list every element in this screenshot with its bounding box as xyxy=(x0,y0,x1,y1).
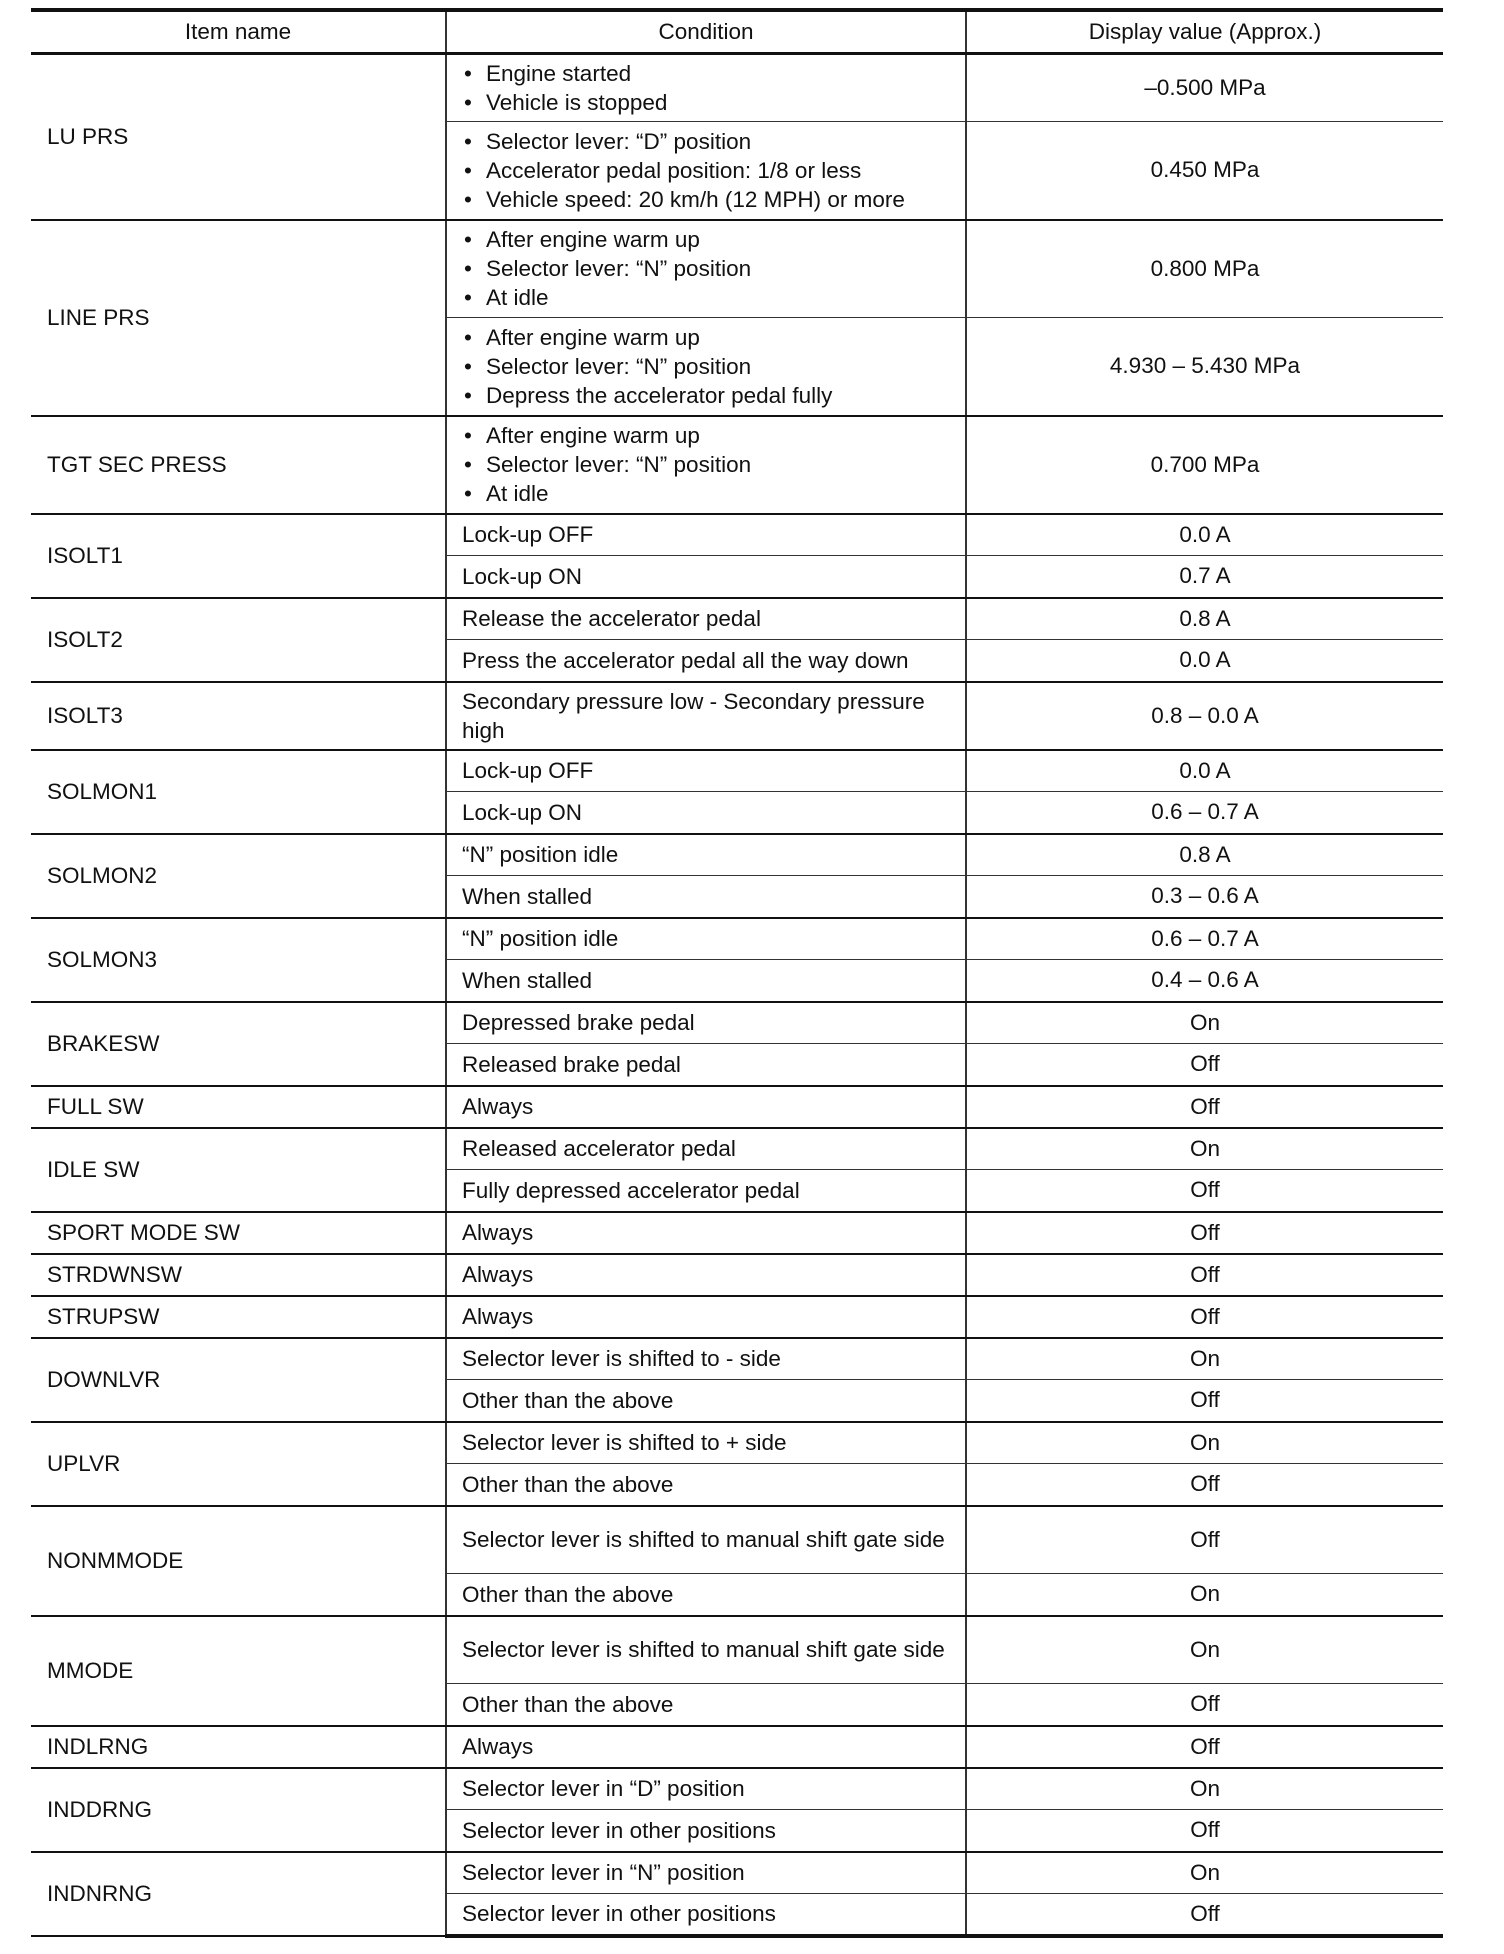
condition-cell: Lock-up ON xyxy=(446,792,966,834)
table-row xyxy=(31,54,1443,122)
condition-cell: Always xyxy=(446,1212,966,1254)
item-name-cell: SOLMON2 xyxy=(31,834,446,918)
spec-table-container xyxy=(31,8,1443,1938)
table-row xyxy=(31,1002,1443,1044)
condition-list xyxy=(462,225,957,312)
item-name-cell: STRDWNSW xyxy=(31,1254,446,1296)
condition-cell xyxy=(446,318,966,416)
table-row xyxy=(31,1296,1443,1338)
item-name-cell: UPLVR xyxy=(31,1422,446,1506)
display-value-cell: On xyxy=(966,1338,1443,1380)
condition-cell: Fully depressed accelerator pedal xyxy=(446,1170,966,1212)
condition-cell xyxy=(446,122,966,220)
item-name-cell: SOLMON1 xyxy=(31,750,446,834)
display-value-cell: 0.8 A xyxy=(966,598,1443,640)
condition-bullet: • After engine warm up xyxy=(462,323,957,352)
display-value-cell: Off xyxy=(966,1464,1443,1506)
condition-list xyxy=(462,421,957,508)
condition-cell: Always xyxy=(446,1254,966,1296)
condition-cell: Release the accelerator pedal xyxy=(446,598,966,640)
condition-cell: Press the accelerator pedal all the way down xyxy=(446,640,966,682)
condition-bullet: • Accelerator pedal position: 1/8 or less xyxy=(462,156,957,185)
condition-bullet: • Selector lever: “N” position xyxy=(462,352,957,381)
display-value-cell: 0.6 – 0.7 A xyxy=(966,792,1443,834)
condition-bullet: • After engine warm up xyxy=(462,421,957,450)
condition-bullet: • At idle xyxy=(462,283,957,312)
table-header-row xyxy=(31,10,1443,54)
item-name-cell: SPORT MODE SW xyxy=(31,1212,446,1254)
item-name-cell: NONMMODE xyxy=(31,1506,446,1616)
display-value-cell: 0.0 A xyxy=(966,750,1443,792)
table-row xyxy=(31,834,1443,876)
table-row xyxy=(31,1212,1443,1254)
table-row xyxy=(31,682,1443,750)
condition-cell: Lock-up OFF xyxy=(446,750,966,792)
condition-cell: Always xyxy=(446,1726,966,1768)
item-name-cell: STRUPSW xyxy=(31,1296,446,1338)
condition-cell: Selector lever is shifted to manual shift gate side xyxy=(446,1506,966,1574)
display-value-cell: Off xyxy=(966,1894,1443,1936)
display-value-cell: 0.0 A xyxy=(966,640,1443,682)
display-value-cell: 0.6 – 0.7 A xyxy=(966,918,1443,960)
display-value-cell: On xyxy=(966,1128,1443,1170)
table-row xyxy=(31,1616,1443,1684)
condition-cell: Selector lever is shifted to - side xyxy=(446,1338,966,1380)
condition-cell: Always xyxy=(446,1296,966,1338)
display-value-cell: 0.0 A xyxy=(966,514,1443,556)
table-row xyxy=(31,220,1443,318)
condition-cell: Other than the above xyxy=(446,1380,966,1422)
item-name-cell: IDLE SW xyxy=(31,1128,446,1212)
table-row xyxy=(31,598,1443,640)
display-value-cell: Off xyxy=(966,1254,1443,1296)
display-value-cell: On xyxy=(966,1852,1443,1894)
display-value-cell: Off xyxy=(966,1044,1443,1086)
table-row xyxy=(31,1506,1443,1574)
display-value-cell: 0.4 – 0.6 A xyxy=(966,960,1443,1002)
display-value-cell: Off xyxy=(966,1684,1443,1726)
condition-cell xyxy=(446,220,966,318)
item-name-cell: ISOLT1 xyxy=(31,514,446,598)
display-value-cell: On xyxy=(966,1422,1443,1464)
table-row xyxy=(31,750,1443,792)
condition-bullet: • Selector lever: “N” position xyxy=(462,254,957,283)
table-row xyxy=(31,918,1443,960)
condition-bullet: • Vehicle speed: 20 km/h (12 MPH) or more xyxy=(462,185,957,214)
item-name-cell: FULL SW xyxy=(31,1086,446,1128)
condition-bullet: • Engine started xyxy=(462,59,957,88)
item-name-cell: SOLMON3 xyxy=(31,918,446,1002)
display-value-table xyxy=(31,8,1443,1938)
display-value-cell: On xyxy=(966,1768,1443,1810)
condition-bullet: • Selector lever: “N” position xyxy=(462,450,957,479)
condition-bullet: • At idle xyxy=(462,479,957,508)
header-display-value: Display value (Approx.) xyxy=(966,10,1443,54)
condition-list xyxy=(462,127,957,214)
item-name-cell: ISOLT2 xyxy=(31,598,446,682)
item-name-cell: BRAKESW xyxy=(31,1002,446,1086)
header-condition: Condition xyxy=(446,10,966,54)
condition-cell: Depressed brake pedal xyxy=(446,1002,966,1044)
table-row xyxy=(31,514,1443,556)
display-value-cell: 4.930 – 5.430 MPa xyxy=(966,318,1443,416)
condition-cell xyxy=(446,416,966,514)
condition-cell: Lock-up ON xyxy=(446,556,966,598)
condition-cell: Selector lever in other positions xyxy=(446,1894,966,1936)
display-value-cell: 0.800 MPa xyxy=(966,220,1443,318)
condition-list xyxy=(462,59,957,117)
condition-cell: When stalled xyxy=(446,960,966,1002)
table-body xyxy=(31,54,1443,1936)
condition-cell: “N” position idle xyxy=(446,918,966,960)
condition-cell: Released brake pedal xyxy=(446,1044,966,1086)
condition-cell: Selector lever is shifted to manual shift gate side xyxy=(446,1616,966,1684)
item-name-cell: LINE PRS xyxy=(31,220,446,416)
item-name-cell: DOWNLVR xyxy=(31,1338,446,1422)
condition-cell: Other than the above xyxy=(446,1464,966,1506)
display-value-cell: 0.8 – 0.0 A xyxy=(966,682,1443,750)
item-name-cell: INDNRNG xyxy=(31,1852,446,1936)
display-value-cell: –0.500 MPa xyxy=(966,54,1443,122)
condition-cell: “N” position idle xyxy=(446,834,966,876)
display-value-cell: 0.3 – 0.6 A xyxy=(966,876,1443,918)
condition-cell: Selector lever is shifted to + side xyxy=(446,1422,966,1464)
table-row xyxy=(31,416,1443,514)
item-name-cell: LU PRS xyxy=(31,54,446,220)
condition-bullet: • After engine warm up xyxy=(462,225,957,254)
condition-bullet: • Selector lever: “D” position xyxy=(462,127,957,156)
display-value-cell: 0.450 MPa xyxy=(966,122,1443,220)
display-value-cell: On xyxy=(966,1616,1443,1684)
header-item-name: Item name xyxy=(31,10,446,54)
condition-cell xyxy=(446,54,966,122)
table-row xyxy=(31,1128,1443,1170)
condition-cell: Other than the above xyxy=(446,1574,966,1616)
table-row xyxy=(31,1768,1443,1810)
condition-cell: Always xyxy=(446,1086,966,1128)
item-name-cell: INDDRNG xyxy=(31,1768,446,1852)
condition-cell: Secondary pressure low - Secondary pressure high xyxy=(446,682,966,750)
item-name-cell: MMODE xyxy=(31,1616,446,1726)
display-value-cell: Off xyxy=(966,1810,1443,1852)
condition-cell: Lock-up OFF xyxy=(446,514,966,556)
condition-list xyxy=(462,323,957,410)
display-value-cell: Off xyxy=(966,1212,1443,1254)
display-value-cell: Off xyxy=(966,1296,1443,1338)
display-value-cell: Off xyxy=(966,1726,1443,1768)
table-row xyxy=(31,1086,1443,1128)
display-value-cell: Off xyxy=(966,1506,1443,1574)
condition-cell: Other than the above xyxy=(446,1684,966,1726)
display-value-cell: 0.7 A xyxy=(966,556,1443,598)
table-row xyxy=(31,1338,1443,1380)
display-value-cell: On xyxy=(966,1002,1443,1044)
condition-bullet: • Vehicle is stopped xyxy=(462,88,957,117)
condition-cell: Selector lever in “N” position xyxy=(446,1852,966,1894)
table-row xyxy=(31,1852,1443,1894)
display-value-cell: 0.700 MPa xyxy=(966,416,1443,514)
table-row xyxy=(31,1254,1443,1296)
condition-cell: Selector lever in other positions xyxy=(446,1810,966,1852)
condition-cell: Selector lever in “D” position xyxy=(446,1768,966,1810)
item-name-cell: TGT SEC PRESS xyxy=(31,416,446,514)
condition-bullet: • Depress the accelerator pedal fully xyxy=(462,381,957,410)
item-name-cell: ISOLT3 xyxy=(31,682,446,750)
display-value-cell: Off xyxy=(966,1086,1443,1128)
condition-cell: Released accelerator pedal xyxy=(446,1128,966,1170)
display-value-cell: On xyxy=(966,1574,1443,1616)
table-row xyxy=(31,1726,1443,1768)
item-name-cell: INDLRNG xyxy=(31,1726,446,1768)
display-value-cell: Off xyxy=(966,1380,1443,1422)
display-value-cell: 0.8 A xyxy=(966,834,1443,876)
condition-cell: When stalled xyxy=(446,876,966,918)
display-value-cell: Off xyxy=(966,1170,1443,1212)
table-row xyxy=(31,1422,1443,1464)
